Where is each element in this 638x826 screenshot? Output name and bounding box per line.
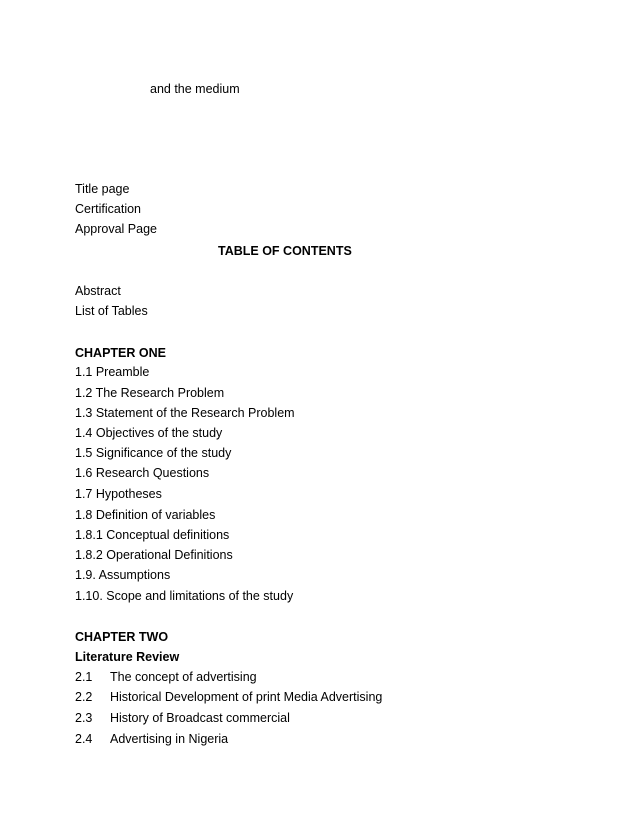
front-matter-certification: Certification <box>75 202 141 216</box>
toc-entry <box>75 731 228 747</box>
toc-entry-title: Historical Development of print Media Advertising <box>110 690 383 704</box>
top-fragment: and the medium <box>150 82 240 96</box>
chapter-two-subheading: Literature Review <box>75 650 180 664</box>
toc-entry: 1.7 Hypotheses <box>75 487 162 501</box>
toc-entry <box>75 669 257 685</box>
toc-entry-number: 2.3 <box>75 711 93 725</box>
toc-entry: 1.4 Objectives of the study <box>75 426 223 440</box>
toc-entry-title: The concept of advertising <box>110 670 257 684</box>
toc-entry: 1.3 Statement of the Research Problem <box>75 406 295 420</box>
preliminary-abstract: Abstract <box>75 284 121 298</box>
chapter-two-heading: CHAPTER TWO <box>75 630 169 644</box>
toc-entry-title: History of Broadcast commercial <box>110 711 290 725</box>
toc-entry: 1.9. Assumptions <box>75 568 171 582</box>
toc-heading: TABLE OF CONTENTS <box>218 244 352 258</box>
front-matter-approval-page: Approval Page <box>75 222 158 236</box>
toc-entry-number: 2.4 <box>75 732 93 746</box>
toc-entry: 1.5 Significance of the study <box>75 446 232 460</box>
toc-entry <box>75 689 382 705</box>
front-matter-title-page: Title page <box>75 182 130 196</box>
toc-entry <box>75 710 290 726</box>
toc-entry-title: Advertising in Nigeria <box>110 732 229 746</box>
toc-entry-number: 2.1 <box>75 670 93 684</box>
toc-entry: 1.2 The Research Problem <box>75 386 225 400</box>
preliminary-list-of-tables: List of Tables <box>75 304 148 318</box>
chapter-one-heading: CHAPTER ONE <box>75 346 166 360</box>
toc-entry: 1.8.2 Operational Definitions <box>75 548 233 562</box>
toc-entry: 1.8 Definition of variables <box>75 508 216 522</box>
toc-entry: 1.8.1 Conceptual definitions <box>75 528 230 542</box>
toc-entry: 1.1 Preamble <box>75 365 150 379</box>
toc-entry: 1.6 Research Questions <box>75 466 210 480</box>
toc-entry-number: 2.2 <box>75 690 93 704</box>
toc-entry: 1.10. Scope and limitations of the study <box>75 589 294 603</box>
